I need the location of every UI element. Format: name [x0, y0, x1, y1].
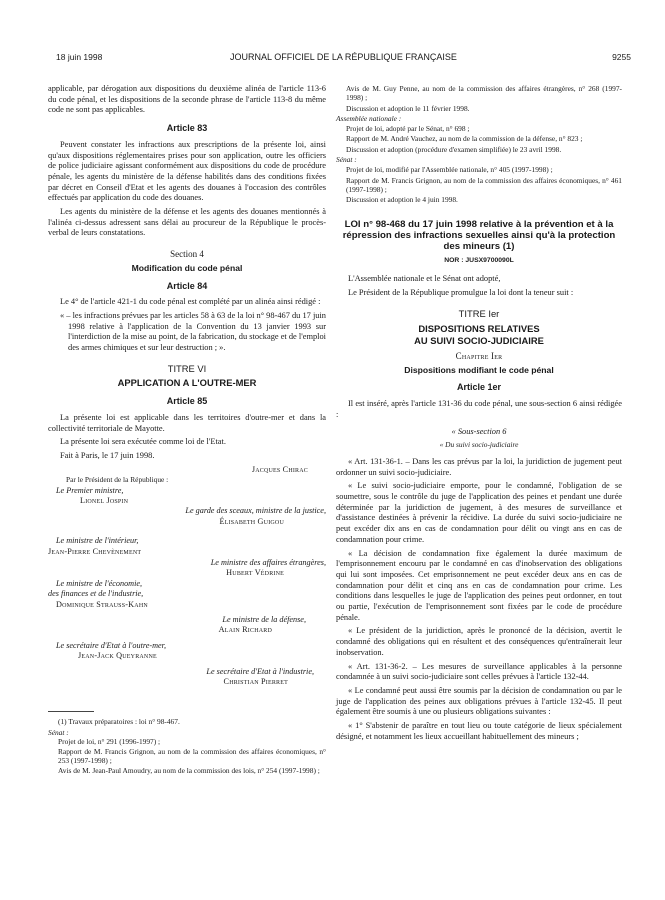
- outremer-role: Le secrétaire d'Etat à l'outre-mer,: [56, 640, 166, 650]
- signatures-block: [48, 465, 326, 688]
- article-85-paragraph-2: La présente loi sera exécutée comme loi de l'Etat.: [60, 437, 226, 447]
- sous-section-6-heading: « Sous-section 6: [451, 426, 507, 436]
- article-paragraph: « Art. 131-36-2. – Les mesures de surveillance applicables à la personne condamnée à un suivi socio-judiciaire sont celles prévues à l'article 132-44.: [336, 661, 622, 682]
- garde-des-sceaux-name: Élisabeth Guigou: [219, 516, 284, 526]
- titre-1-heading: TITRE Ier: [458, 307, 500, 319]
- senat-tag: Sénat :: [336, 155, 357, 165]
- nor-reference: NOR : JUSX9700090L: [444, 256, 514, 264]
- article-paragraph: « 1° S'abstenir de paraître en tout lieu ou toute catégorie de lieux spécialement désigné, et notamment les lieux accueillant habituellement des mineurs ;: [336, 721, 622, 741]
- footnotes: [48, 717, 326, 775]
- right-top-line-1: Avis de M. Guy Penne, au nom de la commission des affaires étrangères, n° 268 (1997-1998) ;: [346, 84, 622, 103]
- article-paragraph: « Le président de la juridiction, après le prononcé de la décision, avertit le condamné des obligations qui en résultent et des conséquences qu'entraînerait leur inobservation.: [336, 626, 622, 657]
- page-header: [56, 52, 631, 66]
- economie-name: Dominique Strauss-Kahn: [56, 599, 148, 609]
- outremer-name: Jean-Jack Queyranne: [78, 651, 157, 661]
- defense-role: Le ministre de la défense,: [222, 614, 306, 624]
- chapitre-1-heading: Chapitre Ier: [455, 351, 503, 361]
- economie-role-line-2: des finances et de l'industrie,: [48, 589, 144, 599]
- right-column: [336, 84, 622, 746]
- section-4-heading: Section 4: [170, 249, 204, 260]
- article-paragraph: « Art. 131-36-1. – Dans les cas prévus par la loi, la juridiction de jugement peut ordonner un suivi socio-judiciaire.: [336, 456, 622, 477]
- header-date: 18 juin 1998: [56, 52, 103, 62]
- economie-role-line-1: Le ministre de l'économie,: [56, 578, 143, 588]
- header-journal-title: JOURNAL OFFICIEL DE LA RÉPUBLIQUE FRANÇAISE: [230, 52, 457, 62]
- footnote-senat-tag: Sénat :: [48, 727, 69, 737]
- premier-ministre-name: Lionel Jospin: [80, 495, 129, 505]
- senat-line-3: Discussion et adoption le 4 juin 1998.: [346, 195, 458, 205]
- article-paragraph: « La décision de condamnation fixe également la durée maximum de l'emprisonnement encouru par le condamné en cas d'inobservation des obligations qui lui sont imposées. Cet emprisonnement ne peut excéder deux ans en cas de condamnation pour délit et cinq ans en cas de condamnation pour crime. Les conditions dans lesquelles le juge de l'application des peines peut ordonner, en tout ou partie, l'exécution de l'emprisonnement sont fixées par le code de procédure pénale.: [336, 548, 622, 622]
- garde-des-sceaux-role: Le garde des sceaux, ministre de la justice,: [185, 506, 326, 516]
- footnote-1: (1) Travaux préparatoires : loi n° 98-467.: [58, 717, 180, 727]
- law-title: LOI n° 98-468 du 17 juin 1998 relative à la prévention et à la répression des infractions sexuelles ainsi qu'à la protection des mineurs (1): [342, 218, 616, 253]
- industrie-name: Christian Pierret: [223, 677, 288, 686]
- signature-president: Jacques Chirac: [251, 464, 308, 474]
- article-85-paragraph-1: La présente loi est applicable dans les territoires d'outre-mer et dans la collectivité territoriale de Mayotte.: [48, 412, 326, 433]
- par-le-president: Par le Président de la République :: [66, 475, 169, 485]
- adoption-line: L'Assemblée nationale et le Sénat ont adopté,: [348, 274, 501, 284]
- senat-line-2: Rapport de M. Francis Grignon, au nom de la commission des affaires économiques, n° 461 (1997-1998) ;: [346, 175, 622, 194]
- article-83-paragraph-1: Peuvent constater les infractions aux prescriptions de la présente loi, ainsi qu'aux dispositions réglementaires prises pour son application, outre les officiers de police judiciaire agissant conformément aux dispositions du code de procédure pénale, les agents du ministère de la défense habilités dans des conditions fixées par décret en Conseil d'Etat et les agents des douanes à l'occasion des contrôles effectués par application du code des douanes.: [48, 139, 326, 203]
- travaux-preparatoires-continued: [336, 84, 622, 205]
- titre-6-heading: TITRE VI: [167, 362, 207, 374]
- article-1-paragraph: Il est inséré, après l'article 131-36 du code pénal, une sous-section 6 ainsi rédigée :: [336, 399, 622, 419]
- defense-name: Alain Richard: [218, 625, 272, 635]
- footnote-line-3: Avis de M. Jean-Paul Amoudry, au nom de la commission des lois, n° 254 (1997-1998) ;: [58, 766, 320, 776]
- senat-line-1: Projet de loi, modifié par l'Assemblée nationale, n° 405 (1997-1998) ;: [346, 165, 553, 175]
- assemblee-nationale-tag: Assemblée nationale :: [336, 113, 402, 123]
- titre-1-title-line-2: AU SUIVI SOCIO-JUDICIAIRE: [414, 335, 544, 347]
- affaires-etrangeres-name: Hubert Védrine: [226, 568, 284, 578]
- article-83-paragraph-2: Les agents du ministère de la défense et les agents des douanes mentionnés à l'alinéa ci-dessus adressent sans délai au procureur de la République le procès-verbal de leurs constatations.: [48, 207, 326, 238]
- footnote-divider: [48, 711, 94, 712]
- affaires-etrangeres-role: Le ministre des affaires étrangères,: [210, 557, 326, 567]
- an-line-1: Projet de loi, adopté par le Sénat, n° 698 ;: [346, 124, 470, 134]
- article-84-paragraph: Le 4° de l'article 421-1 du code pénal est complété par un alinéa ainsi rédigé :: [60, 297, 321, 307]
- article-83-heading: Article 83: [166, 123, 208, 134]
- interieur-role: Le ministre de l'intérieur,: [56, 536, 139, 546]
- promulgation-line: Le Président de la République promulgue la loi dont la teneur suit :: [348, 288, 574, 298]
- interieur-name: Jean-Pierre Chevènement: [48, 546, 142, 556]
- fait-a-paris: Fait à Paris, le 17 juin 1998.: [60, 450, 155, 460]
- right-top-line-2: Discussion et adoption le 11 février 1998.: [346, 103, 470, 113]
- an-line-3: Discussion et adoption (procédure d'examen simplifiée) le 23 avril 1998.: [346, 144, 562, 154]
- left-column: [48, 84, 326, 777]
- footnote-line-2: Rapport de M. Francis Grignon, au nom de la commission des affaires économiques, n° 253 (1997-1998) ;: [58, 747, 326, 766]
- article-84-quote: « – les infractions prévues par les articles 58 à 63 de la loi n° 98-467 du 17 juin 1998 relative à l'application de la Convention du 13 janvier 1993 sur l'interdiction de la mise au point, de la fabrication, du stockage et de l'emploi des armes chimiques et sur leur destruction ; ».: [60, 310, 326, 353]
- header-page-number: 9255: [612, 52, 631, 62]
- sous-section-6-subtitle: « Du suivi socio-judiciaire: [439, 440, 519, 450]
- titre-1-title-line-1: DISPOSITIONS RELATIVES: [418, 322, 540, 334]
- article-1-heading: Article 1er: [456, 382, 502, 393]
- an-line-2: Rapport de M. André Vauchez, au nom de la commission de la défense, n° 823 ;: [346, 134, 583, 144]
- article-paragraph: « Le condamné peut aussi être soumis par la décision de condamnation ou par le juge de l'application des peines aux obligations prévues à l'article 132-45. Il peut également être soumis à une ou plusieurs obligations suivantes :: [336, 685, 622, 717]
- footnote-line-1: Projet de loi, n° 291 (1996-1997) ;: [58, 736, 161, 746]
- industrie-role: Le secrétaire d'Etat à l'industrie,: [206, 666, 314, 676]
- intro-paragraph: applicable, par dérogation aux dispositions du deuxième alinéa de l'article 113-6 du code pénal, et les dispositions de la seconde phrase de l'article 113-8 du même code ne sont pas applicables.: [48, 84, 326, 115]
- article-85-heading: Article 85: [166, 396, 208, 407]
- chapitre-1-title: Dispositions modifiant le code pénal: [404, 364, 554, 375]
- article-84-heading: Article 84: [166, 280, 208, 291]
- premier-ministre-role: Le Premier ministre,: [56, 485, 124, 495]
- titre-6-title: APPLICATION A L'OUTRE-MER: [117, 377, 257, 389]
- section-4-title: Modification du code pénal: [131, 262, 243, 273]
- article-paragraph: « Le suivi socio-judiciaire emporte, pour le condamné, l'obligation de se soumettre, sous le contrôle du juge de l'application des peines et pendant une durée déterminée par la juridiction de jugement, à des mesures de surveillance et d'assistance destinées à prévenir la récidive. La durée du suivi socio-judiciaire ne peut excéder dix ans en cas de condamnation pour délit ou vingt ans en cas de condamnation pour crime.: [336, 481, 622, 544]
